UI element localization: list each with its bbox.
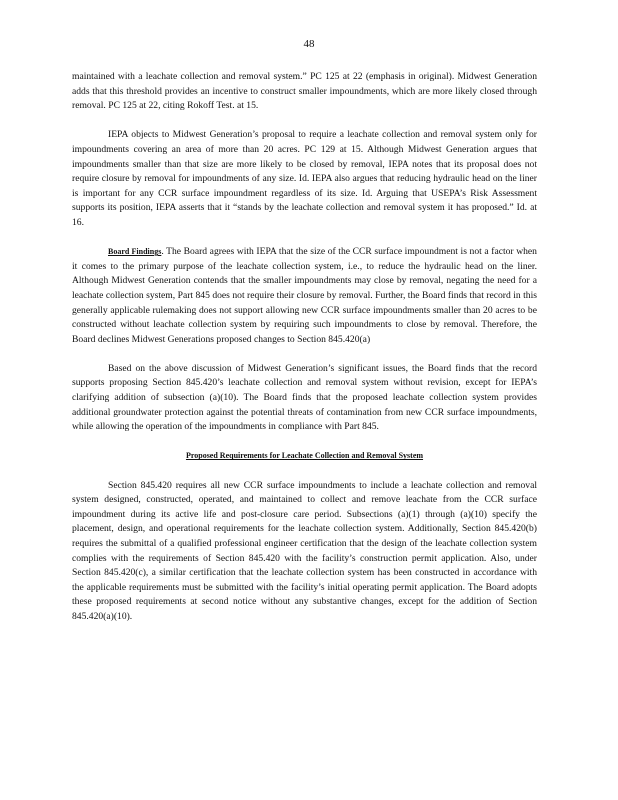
board-findings-text: . The Board agrees with IEPA that the size of the CCR surface impoundment is not a factor when it comes to the primary purpose of the leachate collection system, i.e., to reduce the hydraulic head on the liner. Although Midwest Generation contends that the smaller impoundments may close by removal, negating the need for a leachate collection system, Part 845 does not require their closure by removal. Further, the Board finds that record in this generally applicable rulemaking does not support allowing new CCR surface impoundments smaller than 20 acres to be constructed without leachate collection system by requiring such impoundments to close by removal. Therefore, the Board declines Midwest Generations proposed changes to Section 845.420(a) xyxy=(72,246,537,345)
page-number: 48 xyxy=(303,38,315,50)
paragraph-conclusion: Based on the above discussion of Midwest Generation’s significant issues, the Board finds that the record supports proposing Section 845.420’s leachate collection and removal system without revision, except for IEPA’s clarifying addition of subsection (a)(10). The Board finds that the proposed leachate collection system provides additional groundwater protection against the potential threats of contamination from new CCR surface impoundments, while allowing the operation of the impoundments in compliance with Part 845. xyxy=(72,362,537,433)
paragraph-iepa-objection: IEPA objects to Midwest Generation’s proposal to require a leachate collection and removal system only for impoundments covering an area of more than 20 acres. PC 129 at 15. Although Midwest Generation argues that impoundments smaller than that size are more likely to be closed by removal, IEPA notes that its proposal does not require closure by removal for impoundments of any size. Id. IEPA also argues that reducing hydraulic head on the liner is important for any CCR surface impoundment regardless of its size. Id. Arguing that USEPA’s Risk Assessment supports its position, IEPA asserts that it “stands by the leachate collection and removal system it has proposed.” Id. at 16. xyxy=(72,129,537,228)
paragraph-midwest-generation-argument: maintained with a leachate collection and removal system.” PC 125 at 22 (emphasis in original). Midwest Generation adds that this threshold provides an incentive to construct smaller impoundments, which are more likely closed through removal. PC 125 at 22, citing Rokoff Test. at 15. xyxy=(72,71,537,112)
document-body xyxy=(72,70,537,639)
paragraph-section-845-420: Section 845.420 requires all new CCR surface impoundments to include a leachate collection and removal system designed, constructed, operated, and maintained to collect and remove leachate from the CCR surface impoundment during its active life and post-closure care period. Subsections (a)(1) through (a)(10) specify the placement, design, and operational requirements for the leachate collection system. Additionally, Section 845.420(b) requires the submittal of a qualified professional engineer certification that the design of the leachate collection system complies with the requirements of Section 845.420 with the facility’s construction permit application. Also, under Section 845.420(c), a similar certification that the leachate collection system has been constructed in accordance with the applicable requirements must be submitted with the facility’s initial operating permit application. The Board adopts these proposed requirements at second notice without any substantive changes, except for the addition of Section 845.420(a)(10). xyxy=(72,479,537,622)
paragraph-board-findings xyxy=(72,245,537,347)
board-findings-heading: Board Findings xyxy=(108,247,162,257)
section-heading: Proposed Requirements for Leachate Collection and Removal System xyxy=(185,451,424,461)
